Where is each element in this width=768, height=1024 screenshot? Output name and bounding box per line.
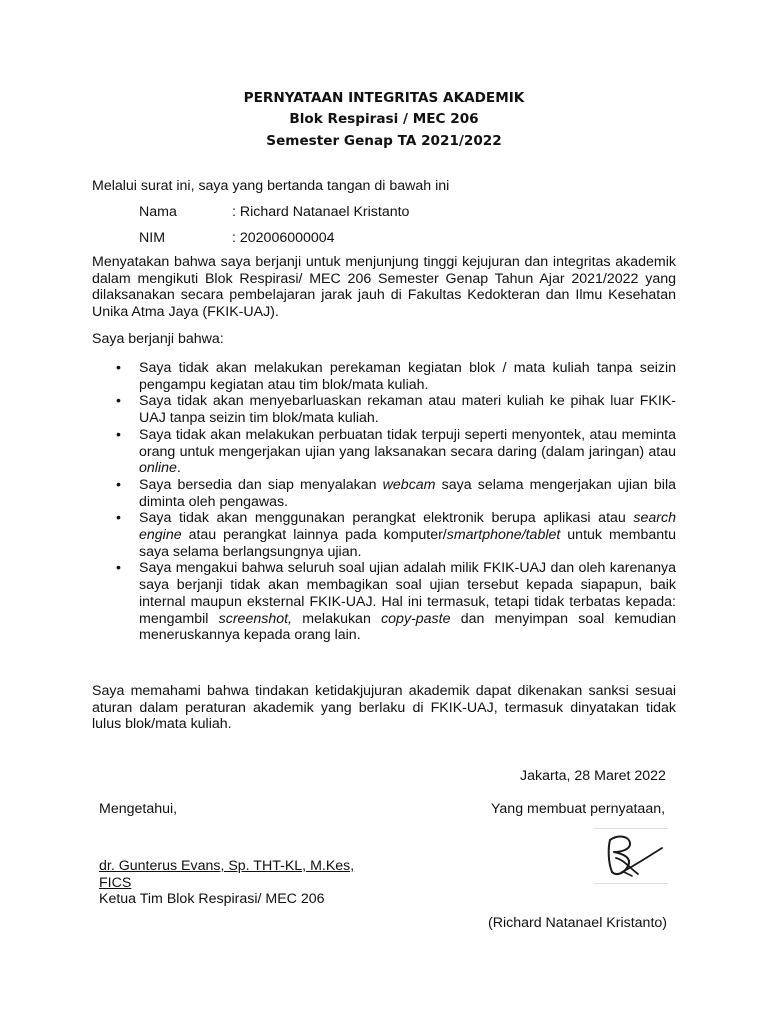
supervisor-name: dr. Gunterus Evans, Sp. THT-KL, M.Kes, FICS [99, 858, 355, 891]
list-item [92, 560, 676, 644]
promise-text: untuk membantu saya selama berlangsungnya ujian. [139, 527, 676, 560]
list-item [92, 427, 676, 477]
promise-intro: Saya berjanji bahwa: [92, 331, 224, 347]
list-item [92, 393, 676, 426]
document-title: PERNYATAAN INTEGRITAS AKADEMIK [243, 90, 525, 106]
promise-text: Saya mengakui bahwa seluruh soal ujian adalah milik FKIK-UAJ dan oleh karenanya saya berjanji tidak akan membagikan soal ujian tersebut kepada siapapun, baik internal maupun eksternal FKIK-UAJ. Hal ini termasuk, tetapi tidak terbatas kepada: mengambil [139, 560, 676, 627]
promise-text: saya selama mengerjakan ujian bila diminta oleh pengawas. [139, 476, 677, 510]
acknowledged-label: Mengetahui, [99, 801, 178, 817]
name-value: : Richard Natanael Kristanto [232, 204, 410, 220]
promise-text: . [176, 460, 181, 477]
promise-text: Saya tidak akan melakukan perbuatan tidak terpuji seperti menyontek, atau meminta orang untuk mengerjakan ujian yang laksanakan secara daring (dalam jaringan) atau [139, 426, 676, 460]
promise-emphasis: online [139, 460, 177, 477]
promise-text: Saya tidak akan menyebarluaskan rekaman atau materi kuliah ke pihak luar FKIK-UAJ tanpa seizin tim blok/mata kuliah. [139, 393, 676, 427]
promise-text: Saya tidak akan melakukan perekaman kegiatan blok / mata kuliah tanpa seizin pengampu kegiatan atau tim blok/mata kuliah. [139, 360, 676, 393]
statement-paragraph: Menyatakan bahwa saya berjanji untuk menjunjung tinggi kejujuran dan integritas akademik dalam mengikuti Blok Respirasi/ MEC 206 Semester Genap Tahun Ajar 2021/2022 yang dilaksanakan secara pembelajaran jarak jauh di Fakultas Kedokteran dan Ilmu Kesehatan Unika Atma Jaya (FKIK-UAJ). [92, 254, 676, 321]
bullet-icon: • [116, 393, 121, 410]
closing-paragraph: Saya memahami bahwa tindakan ketidakjujuran akademik dapat dikenakan sanksi sesuai aturan dalam peraturan akademik yang berlaku di FKIK-UAJ, termasuk dinyatakan tidak lulus blok/mata kuliah. [92, 683, 676, 733]
nim-label: NIM [139, 230, 166, 246]
promise-emphasis: webcam [382, 476, 436, 493]
list-item [92, 510, 676, 560]
name-label: Nama [139, 204, 177, 220]
bullet-icon: • [116, 510, 121, 527]
semester-title: Semester Genap TA 2021/2022 [266, 133, 502, 149]
promise-emphasis: smartphone/tablet [446, 527, 561, 544]
promise-text: Saya tidak akan menggunakan perangkat elektronik berupa aplikasi atau [139, 510, 634, 527]
bullet-icon: • [116, 476, 121, 493]
handwritten-signature [594, 828, 668, 884]
bullet-icon: • [116, 426, 121, 443]
declarant-name: (Richard Natanael Kristanto) [488, 915, 667, 931]
promise-emphasis: search engine [139, 510, 676, 544]
intro-text: Melalui surat ini, saya yang bertanda tangan di bawah ini [92, 178, 450, 194]
course-title: Blok Respirasi / MEC 206 [289, 111, 479, 127]
promise-emphasis: copy-paste [381, 610, 451, 627]
declarant-label: Yang membuat pernyataan, [491, 801, 666, 817]
promise-text: dan menyimpan soal kemudian meneruskannya kepada orang lain. [139, 610, 676, 644]
list-item [92, 477, 676, 510]
place-date: Jakarta, 28 Maret 2022 [520, 768, 666, 784]
nim-value: : 202006000004 [232, 230, 335, 246]
bullet-icon: • [116, 360, 121, 376]
promise-list [92, 360, 676, 644]
supervisor-role: Ketua Tim Blok Respirasi/ MEC 206 [99, 891, 325, 907]
list-item [92, 360, 676, 393]
promise-emphasis: screenshot, [218, 610, 292, 627]
promise-text: melakukan [291, 610, 382, 627]
bullet-icon: • [116, 560, 121, 577]
promise-text: Saya bersedia dan siap menyalakan [139, 476, 383, 493]
promise-text: atau perangkat lainnya pada komputer/ [181, 527, 447, 544]
